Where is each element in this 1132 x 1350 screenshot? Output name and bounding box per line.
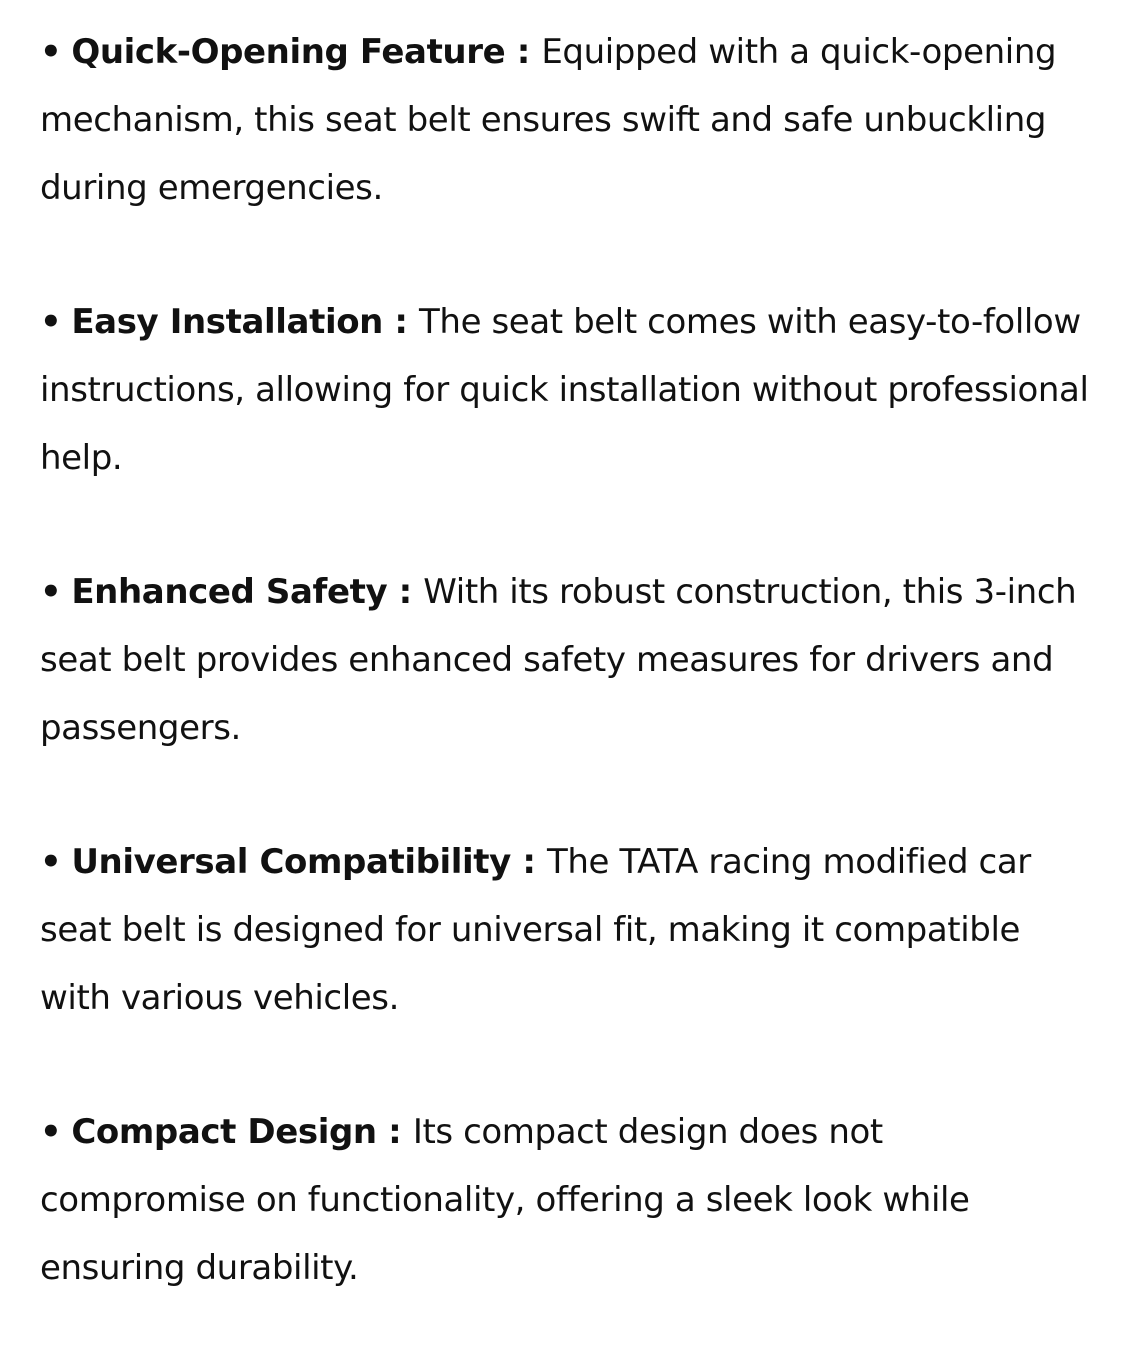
bullet-icon: • bbox=[40, 572, 62, 612]
feature-separator: : bbox=[376, 1112, 413, 1152]
bullet-icon: • bbox=[40, 32, 62, 72]
feature-description: Equipped with a quick-opening mechanism, this seat belt ensures swift and safe unbuckling during emergencies. bbox=[40, 32, 1057, 208]
feature-item-quick-opening bbox=[40, 18, 1092, 222]
bullet-icon: • bbox=[40, 842, 62, 882]
bullet-icon: • bbox=[40, 1112, 62, 1152]
feature-separator: : bbox=[382, 302, 420, 342]
feature-item-compact-design bbox=[40, 1098, 1092, 1302]
feature-description: Its compact design does not compromise on functionality, offering a sleek look while ensuring durability. bbox=[40, 1112, 970, 1288]
feature-description: The TATA racing modified car seat belt is designed for universal fit, making it compatible with various vehicles. bbox=[40, 842, 1031, 1018]
feature-separator: : bbox=[510, 842, 547, 882]
feature-description: The seat belt comes with easy-to-follow instructions, allowing for quick installation without professional help. bbox=[40, 302, 1089, 478]
feature-title: Enhanced Safety bbox=[71, 572, 388, 612]
feature-description: With its robust construction, this 3-inch seat belt provides enhanced safety measures for drivers and passengers. bbox=[40, 572, 1077, 748]
feature-separator: : bbox=[505, 32, 542, 72]
feature-item-easy-installation bbox=[40, 288, 1092, 492]
feature-title: Compact Design bbox=[71, 1112, 377, 1152]
feature-title: Easy Installation bbox=[71, 302, 383, 342]
feature-item-universal-compatibility bbox=[40, 828, 1092, 1032]
feature-title: Universal Compatibility bbox=[71, 842, 511, 882]
feature-title: Quick-Opening Feature bbox=[71, 32, 506, 72]
feature-item-enhanced-safety bbox=[40, 558, 1092, 762]
bullet-icon: • bbox=[40, 302, 62, 342]
feature-separator: : bbox=[387, 572, 424, 612]
